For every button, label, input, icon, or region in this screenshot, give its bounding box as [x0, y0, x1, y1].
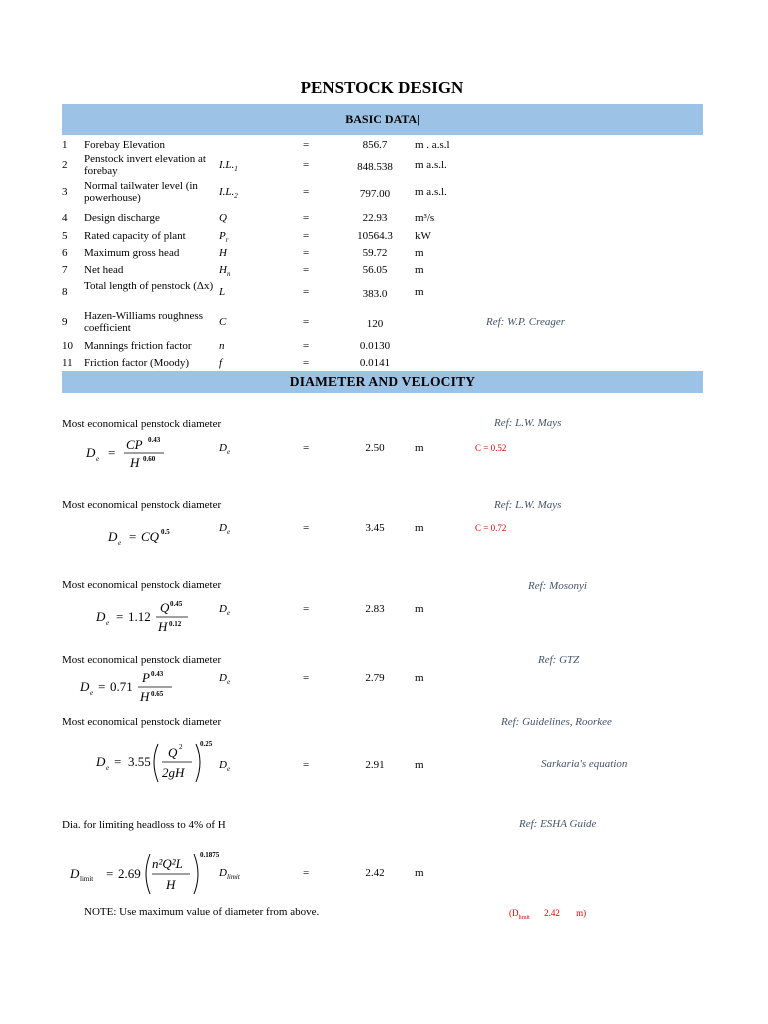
row-value: 383.0 [362, 288, 388, 300]
method-2-unit: m [415, 522, 424, 534]
formula-den: H [140, 689, 150, 704]
formula-den: H [130, 455, 140, 470]
row-eq: = [303, 286, 310, 298]
row-unit: m a.s.l. [415, 186, 447, 198]
method-2-sym: D [219, 522, 227, 534]
formula-num: Q [168, 745, 178, 760]
formula-coef: 2.69 [118, 866, 141, 881]
formula-eq: = [108, 445, 116, 460]
basic-data-header-label: BASIC DATA| [345, 112, 420, 126]
row-value: 0.0141 [359, 357, 391, 369]
row-unit: m a.s.l. [415, 159, 447, 171]
row-unit: m³/s [415, 212, 435, 224]
row-symbol-text: L [219, 286, 226, 298]
formula-coef: 3.55 [128, 754, 151, 769]
formula-eq: = [129, 529, 137, 544]
row-eq: = [303, 212, 310, 224]
row-value: 10564.3 [357, 230, 393, 242]
right-paren [194, 854, 198, 894]
formula-lhs: D [70, 866, 80, 881]
formula-lhs-sub: e [90, 689, 94, 697]
method-5-formula [92, 736, 222, 788]
left-paren [154, 744, 158, 782]
right-paren [196, 744, 200, 782]
row-value: 848.538 [357, 161, 393, 173]
method-5-unit: m [415, 759, 424, 771]
method-4-eq: = [303, 672, 310, 684]
method-3-label: Most economical penstock diameter [62, 579, 222, 591]
row-eq: = [303, 186, 310, 198]
row-value: 56.05 [362, 264, 388, 276]
method-2-note: C = 0.72 [475, 523, 507, 533]
limit-value: 2.42 [365, 867, 385, 879]
row-number: 6 [62, 247, 68, 259]
row-label: Normal tailwater level (in powerhouse) [84, 180, 198, 204]
row-value: 797.00 [359, 188, 391, 200]
formula-outer-exp: 0.25 [200, 740, 213, 748]
formula-lhs-sub: e [106, 619, 110, 627]
formula-rhs-exp: 0.5 [161, 528, 170, 536]
method-3-value: 2.83 [365, 603, 385, 615]
row-symbol [219, 247, 227, 259]
row-number: 4 [62, 212, 68, 224]
method-1-ref: Ref: L.W. Mays [494, 417, 562, 429]
row-unit: m . a.s.l [415, 139, 450, 151]
limit-sym: D [219, 867, 227, 879]
method-3-sym: D [219, 603, 227, 615]
method-5-eq: = [303, 759, 310, 771]
method-5-sym: D [219, 759, 227, 771]
formula-eq: = [106, 866, 114, 881]
row-label: Mannings friction factor [84, 340, 192, 352]
method-3-ref: Ref: Mosonyi [528, 580, 587, 592]
method-5-ref-2: Sarkaria's equation [541, 758, 628, 770]
row-symbol-text: Q [219, 212, 227, 224]
row-symbol-text: I.L. [219, 186, 235, 198]
method-2-value: 3.45 [365, 522, 385, 534]
note-red-value: 2.42 [544, 908, 560, 918]
method-2-sym-sub: e [226, 528, 231, 537]
row-eq: = [303, 264, 310, 276]
method-1-formula [82, 432, 192, 472]
row-value: 22.93 [362, 212, 388, 224]
limit-unit: m [415, 867, 424, 879]
method-4-sym: D [219, 672, 227, 684]
row-symbol-sub: 2 [234, 192, 238, 201]
formula-num: Q [160, 600, 170, 615]
row-label: Forebay Elevation [84, 139, 165, 151]
formula-lhs: D [80, 679, 90, 694]
formula-den: H [166, 877, 176, 892]
method-3-sym-sub: e [226, 609, 231, 618]
note-red [509, 908, 586, 921]
page-title: PENSTOCK DESIGN [300, 78, 464, 97]
limit-sym-sub: limit [226, 873, 240, 882]
formula-num-exp: 0.45 [170, 600, 183, 608]
row-value: 120 [366, 318, 384, 330]
row-number: 2 [62, 159, 68, 171]
row-eq: = [303, 357, 310, 369]
method-1-sym-sub: e [226, 448, 231, 457]
formula-coef: 1.12 [128, 609, 151, 624]
method-3-unit: m [415, 603, 424, 615]
diameter-velocity-header-label: DIAMETER AND VELOCITY [289, 374, 476, 389]
row-symbol-text: f [219, 357, 223, 369]
method-4-label: Most economical penstock diameter [62, 654, 222, 666]
row-symbol [219, 316, 226, 328]
row-symbol-sub: n [226, 270, 231, 279]
row-symbol-text: P [219, 230, 226, 242]
method-4-formula [76, 666, 186, 706]
row-symbol [219, 340, 225, 352]
formula-den-exp: 0.60 [143, 455, 156, 463]
formula-num: P [142, 670, 150, 685]
formula-num-exp: 0.43 [151, 670, 164, 678]
row-label: Design discharge [84, 212, 160, 224]
method-2-formula [104, 522, 194, 546]
row-symbol [219, 286, 225, 298]
formula-eq: = [98, 679, 106, 694]
method-4-value: 2.79 [365, 672, 385, 684]
left-paren [146, 854, 150, 894]
row-label: Maximum gross head [84, 247, 180, 259]
row-number: 5 [62, 230, 68, 242]
method-5-label: Most economical penstock diameter [62, 716, 222, 728]
limit-label: Dia. for limiting headloss to 4% of H [62, 819, 226, 831]
note-red-sub: limit [518, 914, 530, 921]
method-1-eq: = [303, 442, 310, 454]
row-symbol [219, 159, 238, 175]
basic-data-header [62, 104, 703, 135]
method-4-ref: Ref: GTZ [538, 654, 580, 666]
limit-ref: Ref: ESHA Guide [519, 818, 597, 830]
formula-lhs-sub: e [118, 539, 122, 546]
row-eq: = [303, 247, 310, 259]
method-2-ref: Ref: L.W. Mays [494, 499, 562, 511]
formula-eq: = [114, 754, 122, 769]
formula-num-exp: 0.43 [148, 436, 161, 444]
row-unit: m [415, 264, 424, 276]
diameter-velocity-header [62, 371, 703, 393]
formula-lhs-sub: e [96, 455, 100, 463]
method-1-note: C = 0.52 [475, 443, 507, 453]
row-ref: Ref: W.P. Creager [486, 316, 566, 328]
formula-rhs: CQ [141, 529, 160, 544]
method-5-sym-sub: e [226, 765, 231, 774]
row-symbol [219, 357, 222, 369]
row-symbol [219, 212, 227, 224]
row-number: 10 [62, 340, 73, 352]
note-text: NOTE: Use maximum value of diameter from above. [84, 906, 320, 918]
formula-lhs-sub: limit [80, 875, 94, 883]
row-symbol [219, 264, 230, 280]
method-3-eq: = [303, 603, 310, 615]
row-symbol-sub: 1 [234, 165, 238, 174]
formula-lhs: D [86, 445, 96, 460]
row-eq: = [303, 230, 310, 242]
formula-lhs: D [96, 754, 106, 769]
row-label: Hazen-Williams roughness coefficient [84, 310, 203, 334]
formula-lhs: D [108, 529, 118, 544]
row-unit: m [415, 247, 424, 259]
formula-num: n²Q²L [152, 856, 183, 871]
formula-num-exp: 2 [179, 743, 183, 751]
row-eq: = [303, 340, 310, 352]
note-red-unit: m) [576, 908, 587, 918]
limit-eq: = [303, 867, 310, 879]
method-2-eq: = [303, 522, 310, 534]
row-label: Net head [84, 264, 124, 276]
row-value: 59.72 [362, 247, 388, 259]
row-value: 856.7 [362, 139, 388, 151]
method-1-sym: D [219, 442, 227, 454]
formula-num: CP [126, 437, 143, 452]
row-symbol-text: H [219, 247, 227, 259]
method-5-value: 2.91 [365, 759, 385, 771]
row-number: 8 [62, 286, 68, 298]
formula-lhs-sub: e [106, 764, 110, 772]
method-3-formula [92, 596, 202, 636]
method-2-label: Most economical penstock diameter [62, 499, 222, 511]
note-red-open: (D [509, 908, 519, 918]
row-symbol-text: I.L. [219, 159, 235, 171]
method-4-unit: m [415, 672, 424, 684]
row-symbol-text: H [219, 264, 227, 276]
row-number: 9 [62, 316, 68, 328]
row-unit: kW [415, 230, 431, 242]
row-symbol [219, 186, 238, 202]
method-1-value: 2.50 [365, 442, 385, 454]
row-number: 1 [62, 139, 68, 151]
method-4-sym-sub: e [226, 678, 231, 687]
row-number: 11 [62, 357, 73, 369]
row-label: Penstock invert elevation at forebay [84, 153, 206, 177]
row-value: 0.0130 [359, 340, 391, 352]
formula-den-exp: 0.65 [151, 690, 164, 698]
row-eq: = [303, 316, 310, 328]
row-symbol [219, 230, 228, 246]
row-number: 7 [62, 264, 68, 276]
formula-eq: = [116, 609, 124, 624]
method-5-ref: Ref: Guidelines, Roorkee [501, 716, 612, 728]
formula-lhs: D [96, 609, 106, 624]
row-label: Friction factor (Moody) [84, 357, 190, 369]
row-symbol-text: C [219, 316, 227, 328]
row-eq: = [303, 139, 310, 151]
formula-den: H [158, 619, 168, 634]
row-label: Total length of penstock (Δx) [84, 280, 214, 292]
formula-outer-exp: 0.1875 [200, 851, 220, 859]
row-eq: = [303, 159, 310, 171]
row-symbol-text: n [219, 340, 225, 352]
method-1-unit: m [415, 442, 424, 454]
row-unit: m [415, 286, 424, 298]
formula-den: 2gH [162, 765, 185, 780]
row-symbol-sub: r [225, 236, 229, 245]
formula-coef: 0.71 [110, 679, 133, 694]
method-1-label: Most economical penstock diameter [62, 418, 222, 430]
row-label: Rated capacity of plant [84, 230, 186, 242]
row-number: 3 [62, 186, 68, 198]
formula-den-exp: 0.12 [169, 620, 182, 628]
